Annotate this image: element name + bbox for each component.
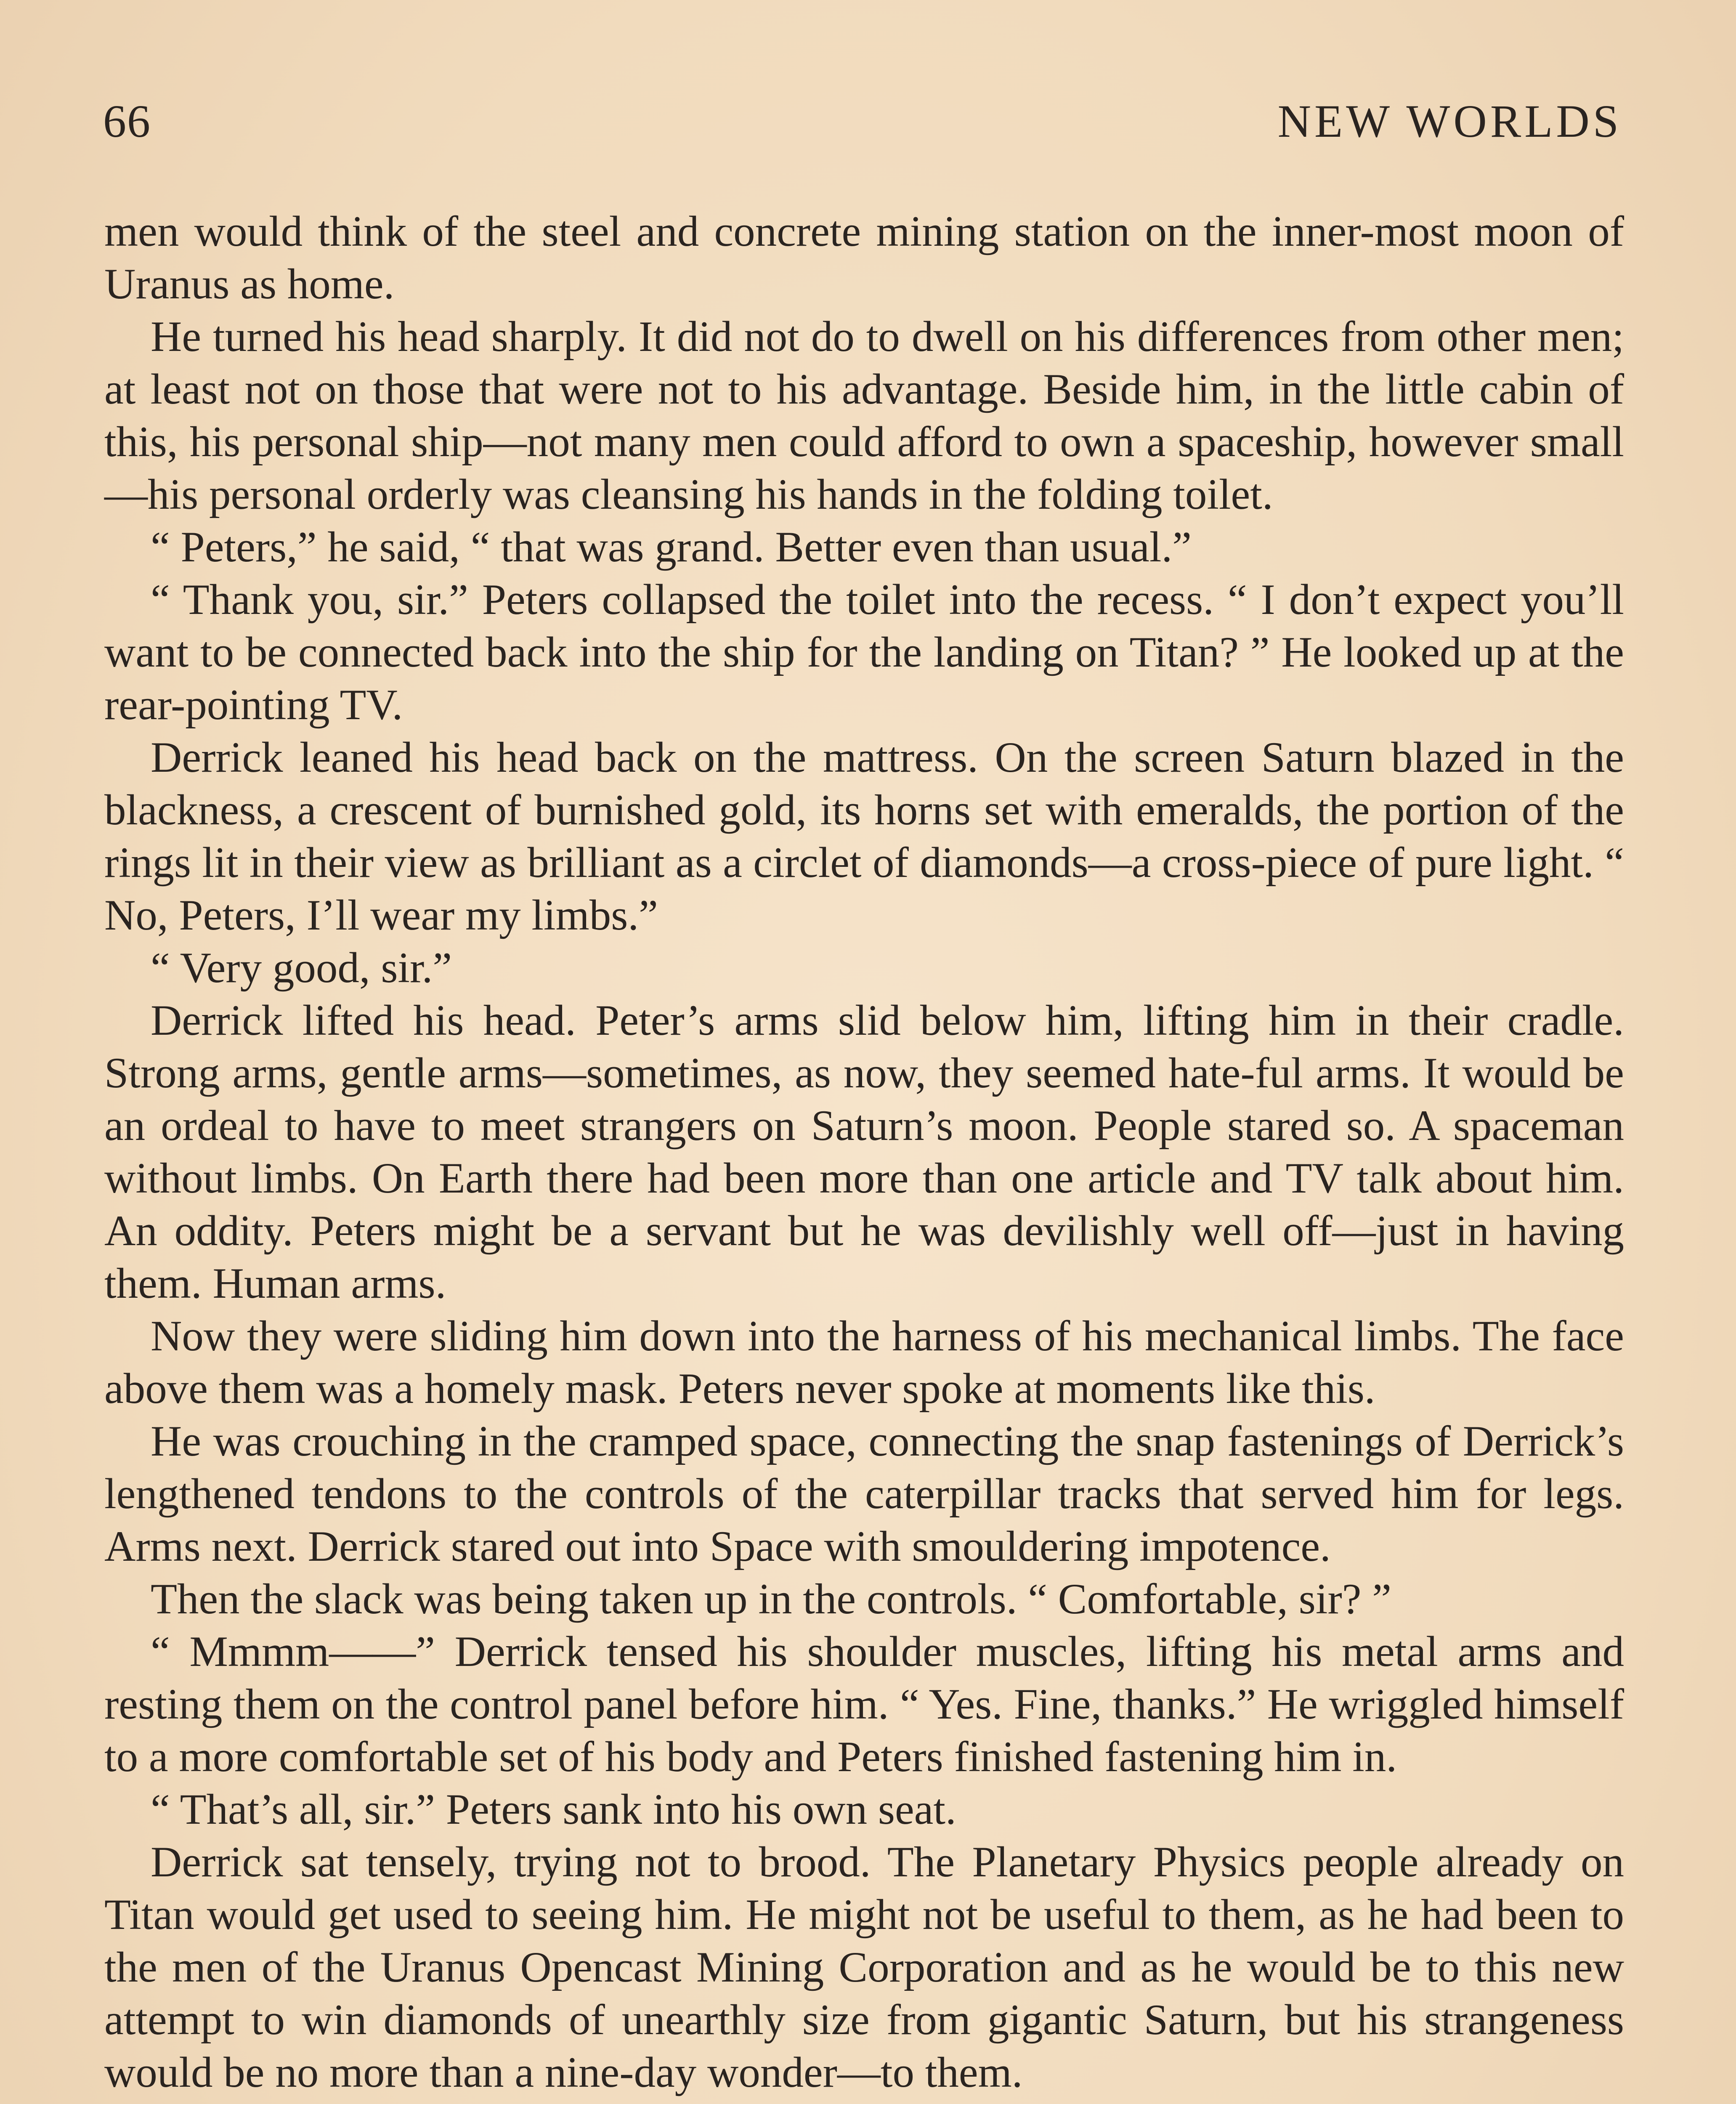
story-text [104, 205, 1624, 2099]
paragraph: “ That’s all, sir.” Peters sank into his own seat. [151, 1785, 956, 1833]
paragraph: Derrick sat tensely, trying not to brood. The Planetary Physics people already on Titan would get used to seeing him. He might not be useful to them, as he had been to the men of the Uranus Opencast Mining Corporation and as he would be to this new attempt to win diamonds of unearthly size from gigantic Saturn, but his strangeness would be no more than a nine-day wonder—to them. [104, 1838, 1624, 2096]
paragraph: Derrick leaned his head back on the mattress. On the screen Saturn blazed in the blackness, a crescent of burnished gold, its horns set with emeralds, the portion of the rings lit in their view as brilliant as a circlet of diamonds—a cross-piece of pure light. “ No, Peters, I’ll wear my limbs.” [104, 733, 1624, 939]
paragraph: “ Mmmm——” Derrick tensed his shoulder muscles, lifting his metal arms and resting them on the control panel before him. “ Yes. Fine, thanks.” He wriggled himself to a more comfortable set of his body and Peters finished fastening him in. [104, 1628, 1624, 1781]
paragraph: men would think of the steel and concrete mining station on the inner-most moon of Uranus as home. [104, 207, 1624, 308]
paragraph: “ Peters,” he said, “ that was grand. Better even than usual.” [151, 523, 1192, 571]
page-number: 66 [103, 96, 151, 147]
paragraph: “ Very good, sir.” [151, 944, 452, 992]
paragraph: He was crouching in the cramped space, connecting the snap fastenings of Derrick’s lengthened tendons to the controls of the caterpillar tracks that served him for legs. Arms next. Derrick stared out into Space with smouldering impotence. [104, 1417, 1624, 1570]
magazine-title: NEW WORLDS [1277, 96, 1622, 147]
page-header [103, 95, 1622, 154]
paragraph: Then the slack was being taken up in the controls. “ Comfortable, sir? ” [151, 1575, 1391, 1623]
paragraph: Derrick lifted his head. Peter’s arms slid below him, lifting him in their cradle. Strong arms, gentle arms—sometimes, as now, they seemed hate-ful arms. It would be an ordeal to have to meet strangers on Saturn’s moon. People stared so. A spaceman without limbs. On Earth there had been more than one article and TV talk about him. An oddity. Peters might be a servant but he was devilishly well off—just in having them. Human arms. [104, 996, 1624, 1307]
paragraph: Now they were sliding him down into the harness of his mechanical limbs. The face above them was a homely mask. Peters never spoke at moments like this. [104, 1312, 1624, 1413]
paragraph: He turned his head sharply. It did not do to dwell on his differences from other men; at least not on those that were not to his advantage. Beside him, in the little cabin of this, his personal ship—not many men could afford to own a spaceship, however small—his personal orderly was cleansing his hands in the folding toilet. [104, 313, 1624, 518]
paragraph: “ Thank you, sir.” Peters collapsed the toilet into the recess. “ I don’t expect you’ll want to be connected back into the ship for the landing on Titan? ” He looked up at the rear-pointing TV. [104, 576, 1624, 729]
